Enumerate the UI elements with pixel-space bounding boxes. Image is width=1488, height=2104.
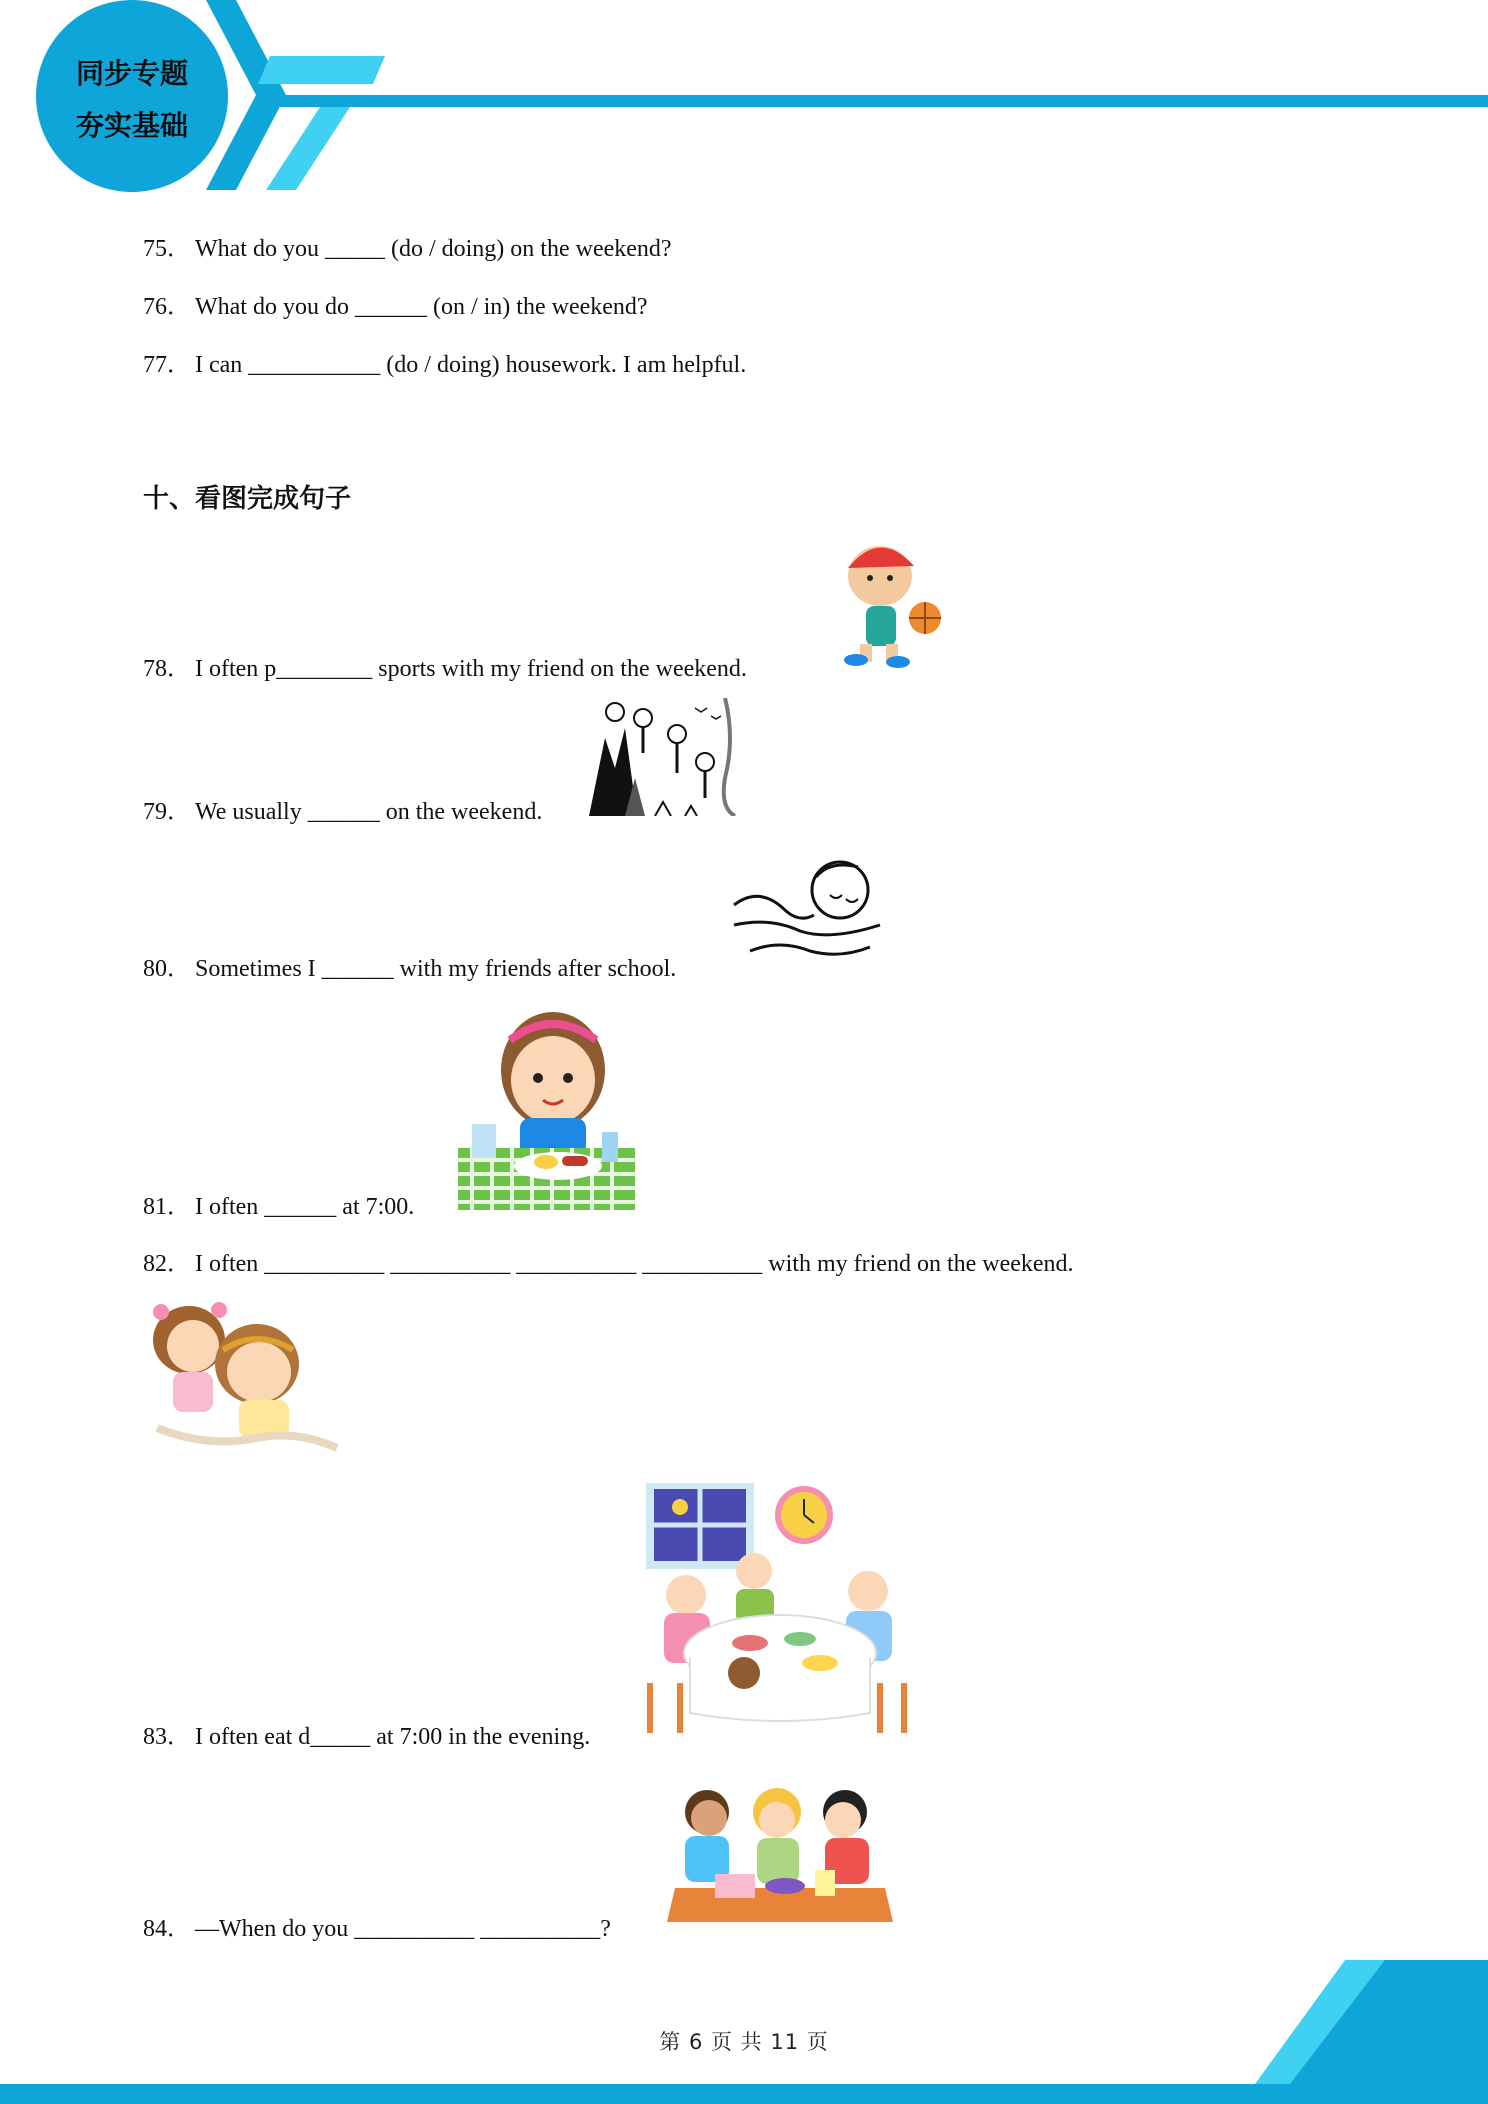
section-title: 十、看图完成句子 bbox=[143, 484, 352, 514]
question-78 bbox=[143, 648, 747, 683]
girls-playing-icon bbox=[147, 1298, 347, 1458]
topic-badge bbox=[36, 0, 228, 192]
question-number: 80． bbox=[143, 956, 191, 982]
question-number: 77． bbox=[143, 352, 191, 378]
question-number: 82． bbox=[143, 1251, 191, 1277]
question-number: 81． bbox=[143, 1194, 191, 1220]
question-81 bbox=[143, 1186, 414, 1221]
question-text: I can ___________ (do / doing) housework. I am helpful. bbox=[195, 352, 747, 378]
question-77 bbox=[143, 344, 746, 379]
question-84 bbox=[143, 1908, 611, 1943]
question-75 bbox=[143, 228, 672, 263]
question-76 bbox=[143, 286, 648, 321]
badge-line-2: 夯实基础 bbox=[75, 109, 188, 142]
question-number: 79． bbox=[143, 799, 191, 825]
question-82 bbox=[143, 1243, 1074, 1278]
swimming-boy-icon bbox=[730, 855, 885, 970]
footer-decoration bbox=[0, 1960, 1488, 2104]
question-text: What do you do ______ (on / in) the weekend? bbox=[195, 294, 648, 320]
question-text: We usually ______ on the weekend. bbox=[195, 799, 543, 825]
question-text: I often __________ __________ __________ __________ with my friend on the weekend. bbox=[195, 1251, 1074, 1277]
question-83 bbox=[143, 1716, 590, 1751]
page-number: 第 6 页 共 11 页 bbox=[659, 2030, 829, 2054]
question-number: 75． bbox=[143, 236, 191, 262]
question-text: I often eat d_____ at 7:00 in the evening. bbox=[195, 1724, 591, 1750]
question-80 bbox=[143, 948, 676, 983]
question-79 bbox=[143, 791, 542, 826]
question-text: I often ______ at 7:00. bbox=[195, 1194, 415, 1220]
girl-breakfast-icon bbox=[458, 1000, 635, 1210]
badge-line-1: 同步专题 bbox=[75, 57, 188, 90]
question-number: 84． bbox=[143, 1916, 191, 1942]
question-text: I often p________ sports with my friend on the weekend. bbox=[195, 656, 747, 682]
question-text: What do you _____ (do / doing) on the weekend? bbox=[195, 236, 672, 262]
question-text: —When do you __________ __________? bbox=[195, 1916, 611, 1942]
question-number: 76． bbox=[143, 294, 191, 320]
family-dinner-icon bbox=[640, 1483, 910, 1738]
question-number: 78． bbox=[143, 656, 191, 682]
kids-eating-icon bbox=[665, 1782, 895, 1924]
hiking-kids-icon bbox=[585, 698, 743, 816]
question-number: 83． bbox=[143, 1724, 191, 1750]
boy-basketball-icon bbox=[810, 528, 955, 670]
question-text: Sometimes I ______ with my friends after school. bbox=[195, 956, 677, 982]
